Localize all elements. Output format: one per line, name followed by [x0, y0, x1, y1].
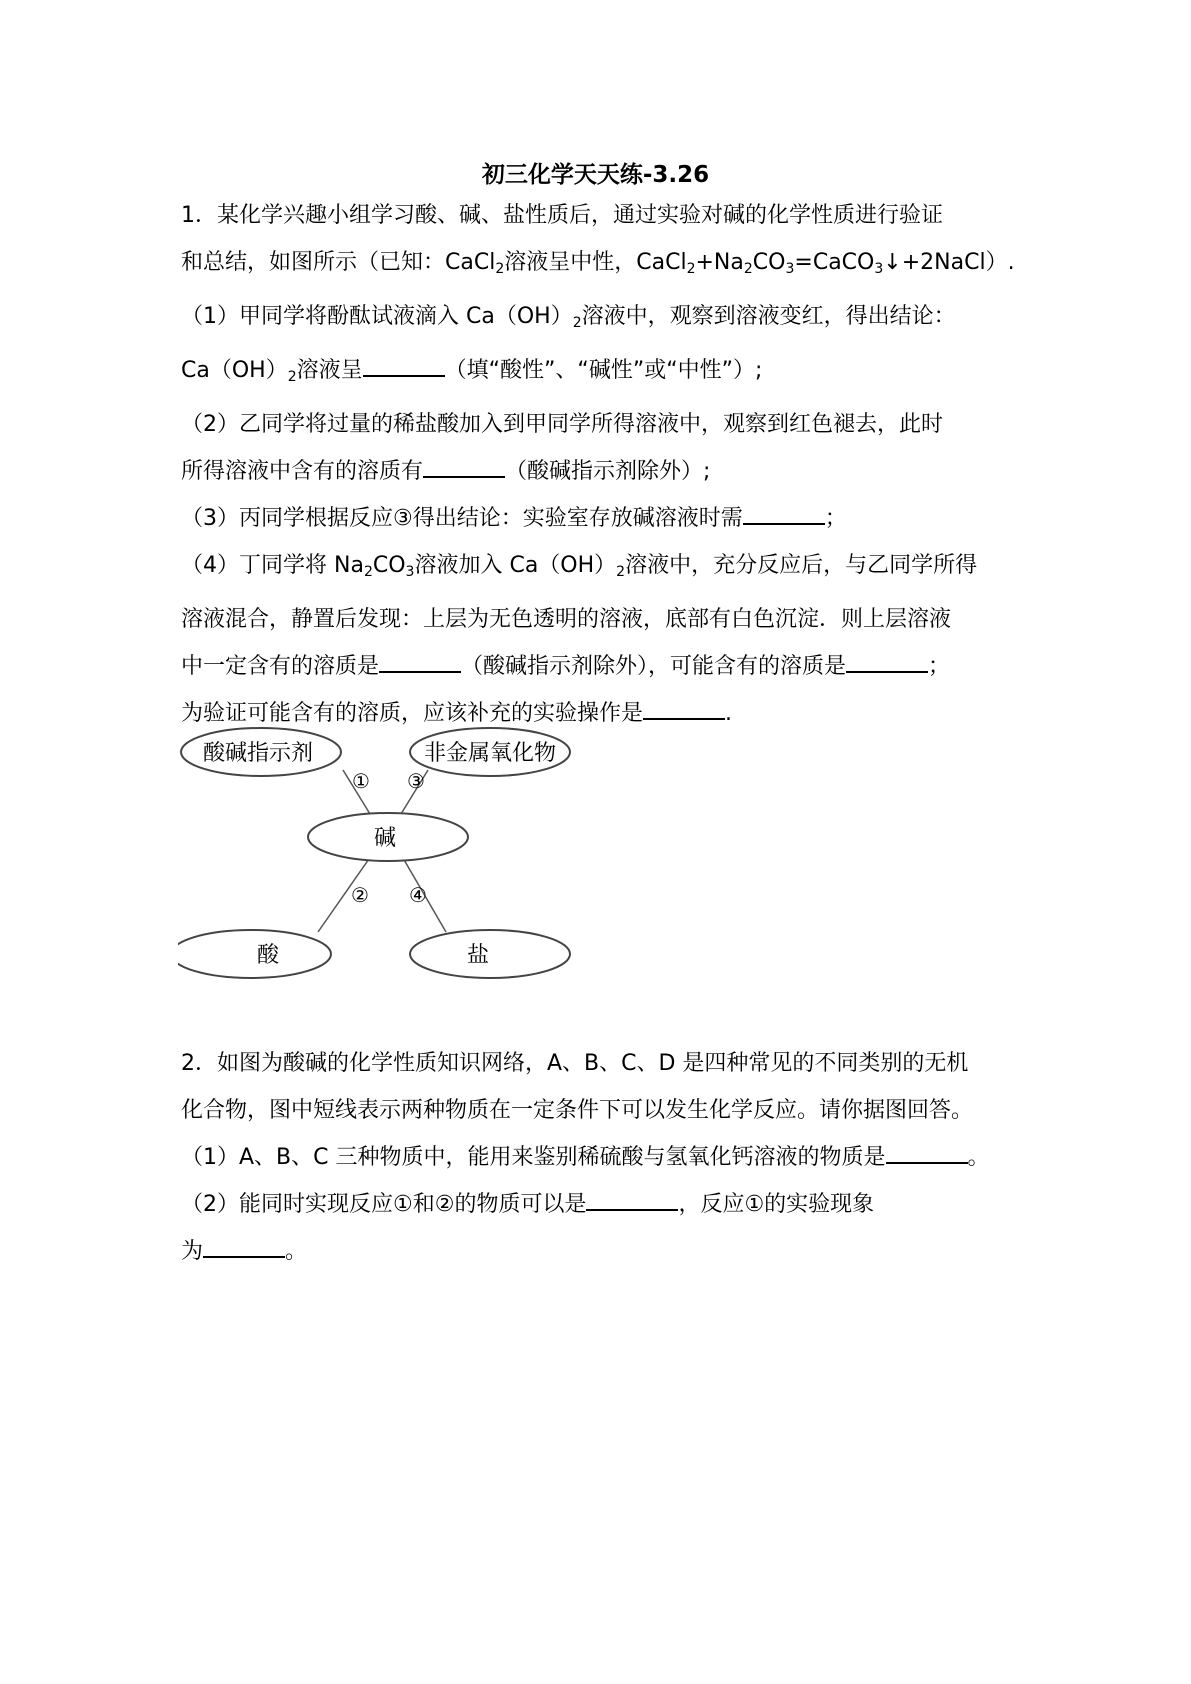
q1-text: ； [928, 654, 951, 679]
q1-text: =CaCO [794, 250, 875, 275]
subscript: 2 [616, 564, 626, 580]
q1-line-7 [181, 495, 1021, 542]
q1-text: 溶液中，充分反应后，与乙同学所得 [625, 553, 978, 578]
subscript: 2 [495, 261, 505, 277]
indicator-label: 酸碱指示剂 [202, 741, 314, 766]
q1-text: （3）丙同学根据反应③得出结论：实验室存放碱溶液时需 [181, 506, 743, 531]
q1-text: （酸碱指示剂除外），可能含有的溶质是 [461, 654, 847, 679]
q1-line-10 [181, 643, 1021, 690]
q1-text: （1）甲同学将酚酞试液滴入 Ca（OH） [181, 304, 573, 329]
answer-blank[interactable] [363, 349, 445, 377]
base-label: 碱 [373, 826, 397, 851]
q1-line-1: 1．某化学兴趣小组学习酸、碱、盐性质后，通过实验对碱的化学性质进行验证 [181, 203, 943, 228]
subscript: 3 [874, 261, 884, 277]
q1-text: 为验证可能含有的溶质，应该补充的实验操作是 [181, 701, 644, 726]
q1-text: Ca（OH） [181, 358, 288, 383]
acid-label: 酸 [256, 943, 280, 968]
q1-text: 溶液呈中性，CaCl [504, 250, 687, 275]
salt-label: 盐 [466, 943, 490, 968]
q2-line-2: 化合物，图中短线表示两种物质在一定条件下可以发生化学反应。请你据图回答。 [181, 1098, 974, 1123]
answer-blank[interactable] [203, 1230, 285, 1258]
q1-text: （酸碱指示剂除外）; [505, 459, 711, 484]
subscript: 2 [743, 261, 753, 277]
subscript: 2 [363, 564, 373, 580]
q1-line-8 [181, 542, 1021, 596]
q2-text: ，反应①的实验现象 [678, 1192, 875, 1217]
answer-blank[interactable] [886, 1136, 968, 1164]
q2-line-3 [181, 1134, 1021, 1181]
subscript: 2 [572, 315, 582, 331]
q1-text: +Na [695, 250, 744, 275]
answer-blank[interactable] [423, 450, 505, 478]
subscript: 2 [686, 261, 696, 277]
answer-blank[interactable] [643, 692, 725, 720]
subscript: 3 [405, 564, 415, 580]
q2-line-5 [181, 1228, 1021, 1275]
q2-text: （1）A、B、C 三种物质中，能用来鉴别稀硫酸与氢氧化钙溶液的物质是 [181, 1145, 886, 1170]
q1-text: 所得溶液中含有的溶质有 [181, 459, 424, 484]
nonmetal-oxide-label: 非金属氧化物 [423, 741, 557, 766]
acid-ellipse [178, 930, 331, 978]
question-2 [181, 1040, 1021, 1275]
answer-blank[interactable] [379, 645, 461, 673]
base-properties-diagram [178, 722, 598, 984]
q1-line-6 [181, 448, 1021, 495]
q1-line-4 [181, 347, 1021, 401]
reaction-1-marker: ① [352, 769, 370, 793]
answer-blank[interactable] [586, 1183, 678, 1211]
q1-text: 和总结，如图所示（已知：CaCl [181, 250, 496, 275]
answer-blank[interactable] [743, 497, 825, 525]
q1-text: CO [752, 250, 786, 275]
q1-text: 溶液加入 Ca（OH） [414, 553, 617, 578]
q1-text: 溶液中，观察到溶液变红，得出结论： [581, 304, 956, 329]
q1-line-3 [181, 293, 1021, 347]
q1-line-5: （2）乙同学将过量的稀盐酸加入到甲同学所得溶液中，观察到红色褪去，此时 [181, 412, 943, 437]
q1-text: （填“酸性”、“碱性”或“中性”）; [444, 358, 763, 383]
q1-text: . [725, 701, 733, 726]
q1-text: （4）丁同学将 Na [181, 553, 364, 578]
q2-line-1: 2．如图为酸碱的化学性质知识网络，A、B、C、D 是四种常见的不同类别的无机 [181, 1051, 969, 1076]
q2-text: （2）能同时实现反应①和②的物质可以是 [181, 1192, 587, 1217]
q1-line-9: 溶液混合，静置后发现：上层为无色透明的溶液，底部有白色沉淀．则上层溶液 [181, 607, 952, 632]
q1-text: 溶液呈 [296, 358, 363, 383]
question-1 [181, 192, 1021, 737]
reaction-3-marker: ③ [407, 769, 425, 793]
reaction-2-marker: ② [351, 883, 369, 907]
subscript: 3 [785, 261, 795, 277]
q1-text: 中一定含有的溶质是 [181, 654, 380, 679]
q1-text: CO [372, 553, 406, 578]
reaction-4-marker: ④ [409, 883, 427, 907]
q2-text: 。 [967, 1145, 990, 1170]
q1-line-2 [181, 239, 1021, 293]
q2-line-4 [181, 1181, 1021, 1228]
subscript: 2 [287, 369, 297, 385]
q2-text: 为 [181, 1239, 204, 1264]
q1-text: ↓+2NaCl）. [883, 250, 1015, 275]
q2-text: 。 [285, 1239, 308, 1264]
page-title: 初三化学天天练-3.26 [481, 162, 710, 188]
salt-ellipse [410, 930, 570, 978]
answer-blank[interactable] [846, 645, 928, 673]
q1-text: ； [824, 506, 847, 531]
